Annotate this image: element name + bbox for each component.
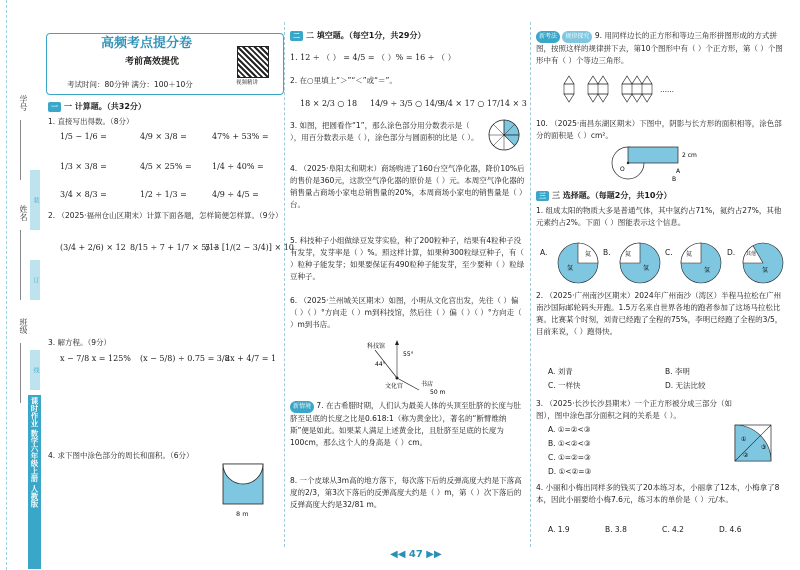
fill-question-7 — [290, 400, 525, 449]
new-method-tag: 新考法 — [536, 31, 560, 43]
qr-label: 视频精讲 — [236, 80, 259, 86]
option-a[interactable]: A. 刘青 — [548, 367, 573, 376]
square-partition-figure — [733, 423, 773, 463]
option-label: B. — [603, 248, 611, 257]
new-scenario-tag: 新情境 — [290, 401, 314, 413]
option-d[interactable]: D. 4.6 — [719, 525, 742, 534]
section-1-text: 一 计算题。（共32分） — [64, 102, 146, 111]
section-1-title — [48, 101, 146, 112]
section-badge: 三 — [536, 191, 549, 201]
calc-item: 4/9 ÷ 4/5 = — [212, 190, 259, 199]
section-3-title — [536, 190, 671, 201]
option-c[interactable]: C. 4.2 — [662, 525, 684, 534]
column-divider — [284, 22, 285, 547]
equation-item: (x − 5/8) ÷ 0.75 = 3/8 — [140, 354, 230, 363]
pie-label: 氢 — [704, 267, 711, 274]
pattern-tag: 规律探究 — [562, 31, 592, 43]
section-badge: 一 — [48, 102, 61, 112]
fill-question-1: 1. 12 ÷ （ ） = 4/5 = （ ）% = 16 ÷ （ ） — [290, 53, 456, 62]
option-b[interactable]: B. 3.8 — [605, 525, 627, 534]
book-title: 课时作业 数学六年级上册 人教版 — [28, 395, 41, 569]
choice-question-4: 4. 小丽和小梅出同样多的钱买了20本练习本，小丽拿了12本，小梅拿了8本，因此小丽要给小梅7.6元，练习本的单价是（ ）元/本。 — [536, 483, 780, 504]
map-label: 50 m — [430, 389, 446, 396]
north-arrow-icon — [395, 340, 399, 345]
equation-item: x − 7/8 x = 125% — [60, 354, 131, 363]
pie-label: 氦 — [585, 251, 592, 258]
option-a[interactable]: A. 1.9 — [548, 525, 570, 534]
pattern-figure-1 — [564, 76, 574, 102]
pie-option-d[interactable] — [740, 240, 786, 286]
section-3-text: 三 选择题。（每题2分，共10分） — [552, 191, 672, 200]
option-a[interactable]: A. ①=②<③ — [548, 425, 591, 434]
prev-arrow-icon: ◀◀ — [390, 549, 409, 560]
calc-item: 1/5 − 1/6 = — [60, 132, 107, 141]
page-title: 高频考点提分卷 — [101, 36, 193, 51]
page-subtitle: 考前高效提优 — [125, 57, 180, 67]
section-badge: 二 — [290, 31, 303, 41]
calc-item: 3/4 × 8/3 = — [60, 190, 107, 199]
calc-item: 1/4 ÷ 40% = — [212, 162, 264, 171]
fill-question-10: 10. （2025·南昌东湖区期末）下图中，阴影与长方形的面积相等，涂色部分的面积是（ ）cm²。 — [536, 119, 782, 140]
figure-label: 8 m — [236, 510, 249, 518]
map-label: 55° — [403, 351, 414, 358]
option-label: D. — [727, 248, 736, 257]
sidebar — [0, 0, 44, 570]
fill-question-6: 6. （2025·兰州城关区期末）如图，小明从文化宫出发，先往（ ）偏（ ）（ ）°方向走（ ）m到科技馆，然后往（ ）偏（ ）（ ）°方向走（ ）m到书店。 — [290, 296, 522, 329]
question-2: 2. （2025·福州仓山区期末）计算下面各题，怎样简便怎样算。（9分） — [48, 211, 283, 220]
page-number-text: 47 — [408, 549, 423, 560]
origin-point — [396, 377, 399, 380]
calc-item: 1/2 ÷ 1/3 = — [140, 190, 187, 199]
calc-item: 8/15 ÷ 7 + 1/7 × 5/13 — [130, 243, 220, 252]
map-label: 文化宫 — [385, 383, 404, 390]
fill-question-9-text: 9. 用同样边长的正方形和等边三角形拼图形成的方式拼图，按照这样的规律拼下去，第10个图形中有（ ）个正方形，第（ ）个图形中有（ ）个等边三角形。 — [536, 31, 783, 65]
pie-option-b[interactable] — [617, 240, 663, 286]
figure-label: A — [676, 168, 681, 175]
pattern-figure-2 — [588, 76, 608, 102]
choice-question-2: 2. （2025·广州南沙区期末）2024年广州南沙（湾区）半程马拉松在广州南沙国际邮轮码头开跑。1.5万名来自世界各地的跑者参加了这场马拉松比赛。比赛某个时刻，刘青已经跑了全程的75%，李明已经跑了全程的3/5，目前来说，（ ）跑得快。 — [536, 291, 783, 336]
choice-question-1: 1. 组成太阳的物质大多是普通气体，其中氢约占71%，氦约占27%，其他元素约占2%。下面（ ）图能表示这个信息。 — [536, 206, 782, 227]
fill-question-2: 2. 在○里填上“＞”“＜”或“＝”。 — [290, 76, 397, 85]
header-box — [46, 33, 284, 95]
shaded-rectangle — [628, 147, 678, 163]
ellipsis: …… — [660, 86, 674, 94]
student-id-label: 学号 — [19, 95, 28, 111]
pie-label: 氦 — [686, 251, 693, 258]
region-label: ③ — [761, 444, 767, 451]
fill-question-5: 5. 科技种子小组做绿豆发芽实验，种了200粒种子，结果有4粒种子没有发芽，发芽率是（ ）%。照这样计算，如果种300粒绿豆种子，有（ ）粒种子能发芽；如果要保证有490粒种子能发芽，至少要种（ ）粒绿豆种子。 — [290, 236, 525, 281]
fill-question-4: 4. （2025·阜阳太和期末）商场购进了160台空气净化器，降价10%后的售价是360元，这款空气净化器的原价是（ ）元。本周空气净化器的销售量占商场小家电总销售量的20%，本周商场小家电的销售量是（ ）台。 — [290, 164, 525, 209]
page-number — [390, 549, 442, 560]
pie-label: 氦 — [625, 251, 632, 258]
pie-label: 氢 — [643, 265, 650, 272]
equation-item: 2x + 4/7 = 1 — [225, 354, 277, 363]
figure-label: O — [620, 166, 625, 173]
compare-item: 18 × 2/3 ○ 18 — [300, 99, 358, 108]
pie-option-c[interactable] — [678, 240, 724, 286]
option-label: A. — [540, 248, 548, 257]
compare-item: 14/9 ÷ 3/5 ○ 14/9 — [370, 99, 443, 108]
map-label: 书店 — [421, 381, 434, 388]
choice-question-3: 3. （2025·长沙长沙县期末）一个正方形被分成三部分（如图），图中涂色部分面积之间的关系是（ ）。 — [536, 399, 733, 420]
calc-item: 4/9 × 3/8 = — [140, 132, 187, 141]
binding-marker: 订 — [30, 260, 40, 300]
binding-line — [6, 0, 7, 570]
pie-label: 氢 — [567, 265, 574, 272]
option-b[interactable]: B. 李明 — [665, 367, 690, 376]
question-3: 3. 解方程。（9分） — [48, 338, 112, 347]
pattern-figure-3 — [622, 76, 652, 102]
center-point — [627, 162, 629, 164]
shaded-figure — [222, 462, 264, 514]
pattern-figures — [560, 72, 730, 108]
calc-item: 47% + 53% = — [212, 132, 269, 141]
option-c[interactable]: C. ①=②=③ — [548, 453, 591, 462]
section-2-text: 二 填空题。（每空1分，共29分） — [306, 31, 426, 40]
option-c[interactable]: C. 一样快 — [548, 381, 581, 390]
option-d[interactable]: D. 无法比较 — [665, 381, 706, 390]
section-2-title — [290, 30, 425, 41]
circle-figure — [487, 118, 521, 152]
name-line — [20, 230, 27, 300]
column-divider — [530, 22, 531, 547]
option-label: C. — [665, 248, 673, 257]
map-label: 44° — [375, 361, 386, 368]
direction-map — [355, 338, 475, 396]
calc-item: 4/5 × 25% = — [140, 162, 192, 171]
exam-info: 考试时间：80分钟 满分：100＋10分 — [67, 80, 193, 89]
option-d[interactable]: D. ①<②=③ — [548, 467, 592, 476]
figure-label: B — [672, 176, 677, 183]
student-id-line — [20, 120, 27, 180]
option-b[interactable]: B. ①<②<③ — [548, 439, 591, 448]
circle-rectangle-figure — [610, 143, 700, 183]
question-4: 4. 求下图中涂色部分的周长和面积。（6分） — [48, 451, 194, 460]
region-label: ① — [741, 436, 747, 443]
pie-option-a[interactable] — [555, 240, 601, 286]
name-label: 姓名 — [19, 205, 28, 221]
pie-label: 其他 — [746, 251, 757, 257]
fill-question-8: 8. 一个皮球从3m高的地方落下，每次落下后的反弹高度大约是下落高度的2/3，第3次下落后的反弹高度大约是（ ）m，第（ ）次下落后的反弹高度大约是32/81 m。 — [290, 476, 522, 509]
figure-label: 2 cm — [682, 152, 697, 159]
binding-marker: 线 — [30, 350, 40, 390]
fill-question-9 — [536, 30, 784, 67]
class-line — [20, 343, 27, 403]
next-arrow-icon: ▶▶ — [422, 549, 442, 560]
fill-question-7-text: 7. 在古希腊时期，人们认为最美人体的头顶至肚脐的长度与肚脐至足底的长度之比是0.618:1（称为黄金比），著名的“断臂维纳斯”便是如此。如果某人满足上述黄金比，且肚脐至足底的长度为100cm，那么这个人的身高是（ ）cm。 — [290, 401, 521, 447]
calc-item: 5 ÷ [1/(2 − 3/4)] × 10 — [205, 243, 294, 252]
fill-question-3: 3. 如图，把圆看作“1”，那么涂色部分用分数表示是（ ），用百分数表示是（ ），涂色部分与圆面积的比是（ ）。 — [290, 121, 479, 142]
pie-label: 氢 — [762, 267, 769, 274]
question-1: 1. 直接写出得数。（8分） — [48, 117, 134, 126]
class-label: 班级 — [19, 318, 28, 334]
region-label: ② — [743, 452, 749, 459]
binding-marker: 装 — [30, 170, 40, 230]
calc-item: 1/3 × 3/8 = — [60, 162, 107, 171]
compare-item: 3/4 × 17 ○ 17/14 × 3 — [440, 99, 527, 108]
calc-item: (3/4 + 2/6) × 12 — [60, 243, 126, 252]
qr-code[interactable] — [237, 46, 269, 78]
map-label: 科技馆 — [367, 343, 386, 350]
